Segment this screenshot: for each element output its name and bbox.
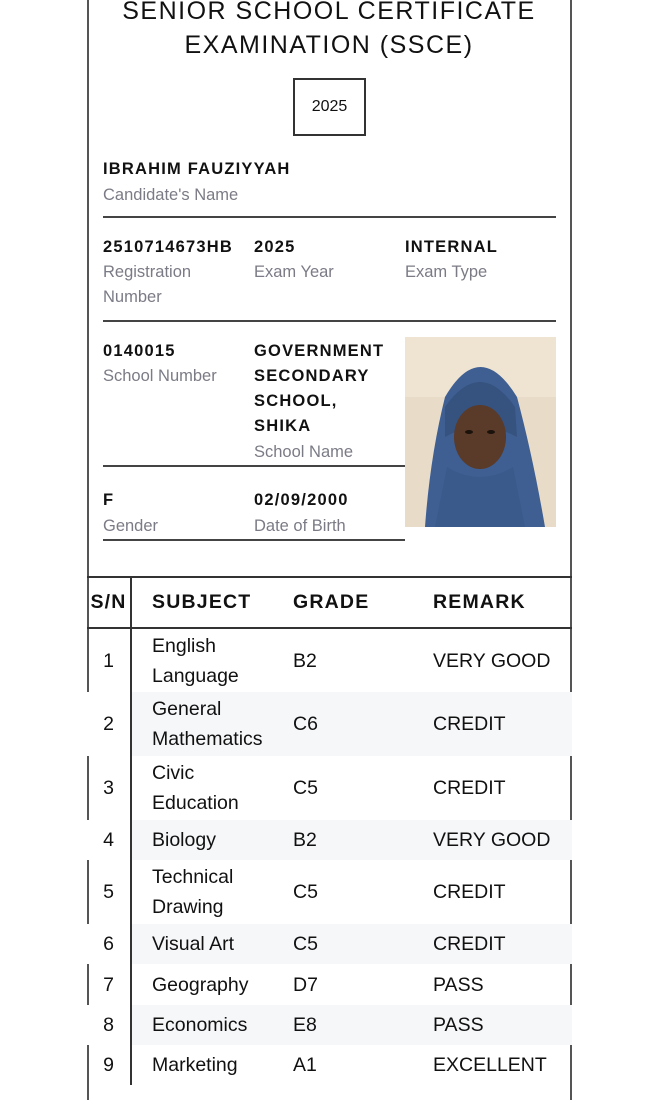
- row-remark: PASS: [433, 973, 484, 996]
- gender: F: [103, 491, 115, 509]
- school-name-line: SECONDARY: [254, 367, 370, 385]
- exam-type: INTERNAL: [405, 238, 499, 256]
- registration-number: 2510714673HB: [103, 238, 233, 256]
- row-subject: Economics: [131, 1005, 273, 1045]
- table-row: [87, 1045, 572, 1085]
- row-remark: VERY GOOD: [433, 649, 551, 672]
- row-remark: VERY GOOD: [413, 820, 572, 860]
- date-of-birth-label: Date of Birth: [254, 517, 346, 535]
- row-grade: A1: [293, 1054, 317, 1076]
- row-grade: C5: [293, 777, 318, 799]
- table-row: [87, 628, 572, 692]
- row-sn: 4: [87, 820, 131, 860]
- registration-label-2: Number: [103, 288, 162, 306]
- school-name-label: School Name: [254, 443, 354, 461]
- divider: [103, 320, 556, 322]
- row-subject: Technical Drawing: [152, 866, 234, 918]
- row-remark: CREDIT: [433, 777, 506, 799]
- row-subject: English Language: [152, 634, 239, 687]
- row-subject: Visual Art: [131, 924, 273, 964]
- year-box: 2025: [293, 78, 366, 136]
- row-sn: 2: [87, 692, 131, 756]
- header-grade: GRADE: [273, 577, 413, 628]
- divider: [103, 216, 556, 218]
- exam-year: 2025: [254, 238, 296, 256]
- row-sn: 8: [87, 1005, 131, 1045]
- school-name-line: GOVERNMENT: [254, 342, 385, 360]
- row-sn: 1: [87, 628, 131, 692]
- row-grade: C6: [273, 692, 413, 756]
- row-subject: General Mathematics: [131, 692, 273, 756]
- table-header-row: [87, 577, 572, 628]
- row-subject: Civic Education: [152, 762, 239, 814]
- title-line-2: EXAMINATION (SSCE): [184, 31, 474, 59]
- registration-label: Registration: [103, 263, 192, 281]
- table-row: [87, 692, 572, 756]
- row-sn: 6: [87, 924, 131, 964]
- table-row: [87, 756, 572, 820]
- row-grade: B2: [273, 820, 413, 860]
- row-subject: Geography: [152, 973, 249, 996]
- header-remark: REMARK: [413, 577, 572, 628]
- divider: [103, 465, 405, 467]
- divider: [103, 539, 405, 541]
- school-name-line: SHIKA: [254, 417, 312, 435]
- row-grade: B2: [293, 649, 317, 672]
- row-sn: 3: [87, 756, 131, 820]
- row-grade: C5: [293, 881, 318, 903]
- table-row: [87, 860, 572, 924]
- row-sn: 7: [87, 964, 131, 1005]
- exam-type-label: Exam Type: [405, 263, 488, 281]
- row-remark: PASS: [413, 1005, 572, 1045]
- gender-label: Gender: [103, 517, 159, 535]
- row-grade: E8: [273, 1005, 413, 1045]
- header-sn: S/N: [87, 577, 131, 628]
- header-subject: SUBJECT: [131, 577, 273, 628]
- exam-year-label: Exam Year: [254, 263, 334, 281]
- results-table: [87, 576, 572, 1085]
- school-name-line: SCHOOL,: [254, 392, 338, 410]
- title-line-1: SENIOR SCHOOL CERTIFICATE: [122, 0, 536, 25]
- row-grade: C5: [273, 924, 413, 964]
- candidate-photo: [405, 337, 556, 527]
- row-remark: CREDIT: [413, 924, 572, 964]
- table-row: [87, 1005, 572, 1045]
- candidate-name-label: Candidate's Name: [103, 186, 239, 204]
- row-subject: Biology: [131, 820, 273, 860]
- row-remark: EXCELLENT: [433, 1054, 547, 1076]
- date-of-birth: 02/09/2000: [254, 491, 349, 509]
- school-number-label: School Number: [103, 367, 217, 385]
- row-sn: 5: [87, 860, 131, 924]
- row-subject: Marketing: [152, 1054, 238, 1076]
- table-row: [87, 820, 572, 860]
- table-row: [87, 924, 572, 964]
- row-sn: 9: [87, 1045, 131, 1085]
- school-number: 0140015: [103, 342, 176, 360]
- table-row: [87, 964, 572, 1005]
- row-grade: D7: [293, 973, 318, 996]
- candidate-name: IBRAHIM FAUZIYYAH: [103, 160, 291, 178]
- row-remark: CREDIT: [433, 881, 506, 903]
- row-remark: CREDIT: [413, 692, 572, 756]
